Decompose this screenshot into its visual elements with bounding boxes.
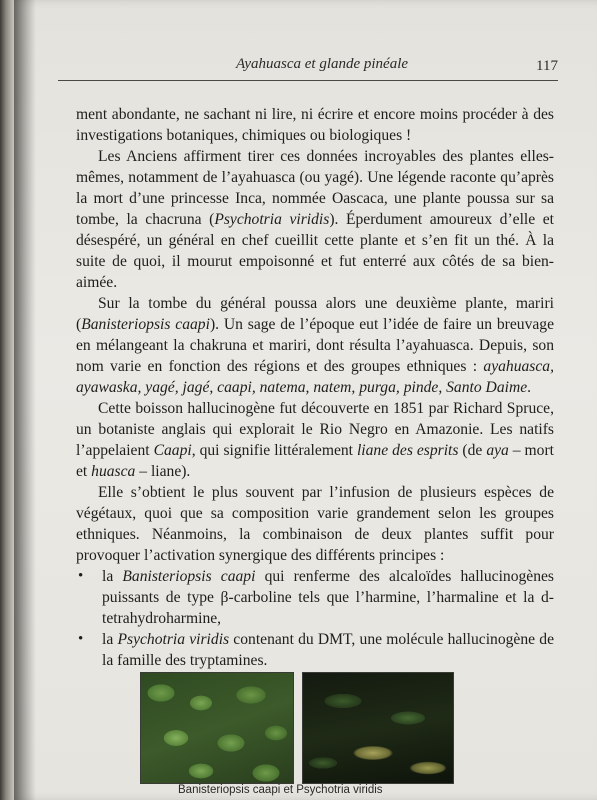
running-title: Ayahuasca et glande pinéale <box>236 56 409 72</box>
list-item: • la Banisteriopsis caapi qui renferme des alcaloïdes hallucinogènes puissants de type β-carboline tels que l’harmine, l’harmaline et la d-tetrahydroharmine, <box>78 568 555 627</box>
plant-list <box>76 566 554 671</box>
header-rule <box>58 80 558 81</box>
paragraph-continuation: ment abondante, ne sachant ni lire, ni écrire et encore moins procéder à des investigations botaniques, chimiques ou biologiques ! <box>76 106 554 144</box>
paragraph-second-plant: Sur la tombe du général poussa alors une deuxième plante, mariri (Banisteriopsis caapi). Un sage de l’époque eut l’idée de faire un breuvage en mélangeant la chakruna et mariri, dont résulta l’ayahuasca. Depuis, son nom varie en fonction des régions et des groupes ethniques : ayahuasca, ayawaska, yagé, jagé, caapi, natema, natem, purga, pinde, Santo Daime. <box>76 295 555 396</box>
bullet-icon: • <box>78 631 84 647</box>
figure-caption: Banisteriopsis caapi et Psychotria viridis <box>178 784 383 796</box>
gutter-shadow <box>14 0 36 800</box>
plant-photos <box>140 672 452 782</box>
banisteriopsis-photo <box>140 672 294 784</box>
list-item: • la Psychotria viridis contenant du DMT, une molécule hallucinogène de la famille des tryptamines. <box>78 631 554 669</box>
paragraph-composition: Elle s’obtient le plus souvent par l’infusion de plusieurs espèces de végétaux, quoi que sa composition varie grandement selon les groupes ethniques. Néanmoins, la combinaison de deux plantes suffit pour provoquer l’activation synergique des différents principes : <box>76 484 554 564</box>
bullet-icon: • <box>78 568 84 584</box>
paragraph-discovery: Cette boisson hallucinogène fut découverte en 1851 par Richard Spruce, un botaniste anglais qui explorait le Rio Negro en Amazonie. Les natifs l’appelaient Caapi, qui signifie littéralement liane des esprits (de aya – mort et huasca – liane). <box>76 400 555 480</box>
page-number: 117 <box>536 58 558 74</box>
psychotria-photo <box>302 672 454 784</box>
paragraph-legend: Les Anciens affirment tirer ces données incroyables des plantes elles-mêmes, notamment de l’ayahuasca (ou yagé). Une légende raconte qu’après la mort d’une princesse Inca, nommée Oascaca, une plante poussa sur sa tombe, la chacruna (Psychotria viridis). Éperdument amoureux d’elle et désespéré, un général en chef cueillit cette plante et s’en fit un thé. À la suite de quoi, il mourut empoisonné et fut enterré aux côtés de sa bien-aimée. <box>76 148 555 291</box>
body-text <box>76 104 554 671</box>
page-header <box>58 54 558 78</box>
